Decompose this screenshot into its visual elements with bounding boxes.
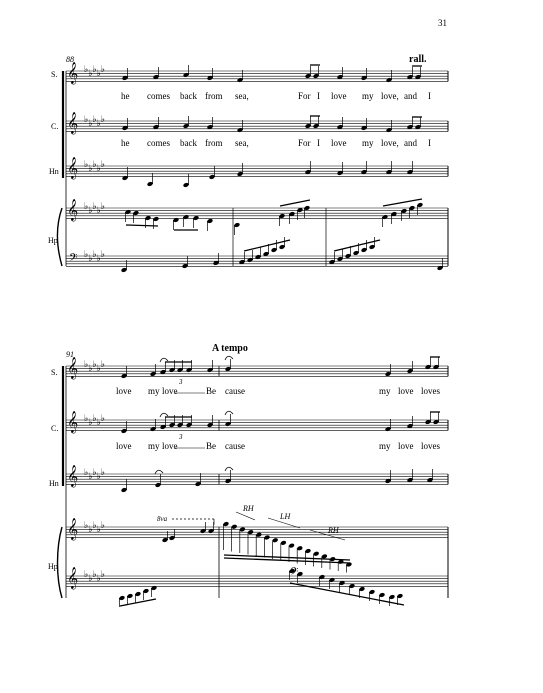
staff-label-horn: Hn (49, 479, 59, 488)
flat-sign: ♭ (92, 414, 97, 424)
flat-sign: ♭ (100, 202, 106, 212)
lyric: I (428, 91, 431, 101)
flat-sign: ♭ (100, 250, 106, 260)
lyric: comes (147, 138, 170, 148)
flat-sign: ♭ (96, 164, 101, 174)
lyric: love (116, 386, 132, 396)
treble-clef: 𝄞 (67, 357, 79, 379)
lyric: I (317, 91, 320, 101)
flat-sign: ♭ (100, 414, 106, 424)
measure-number: 88 (66, 55, 74, 64)
staff-label-soprano: S. (51, 368, 58, 377)
lyric: loves (421, 386, 440, 396)
treble-clef: 𝄞 (67, 112, 79, 134)
treble-clef: 𝄞 (67, 465, 79, 487)
lyric: love (398, 386, 414, 396)
flat-sign: ♭ (96, 119, 101, 129)
beam (383, 199, 422, 206)
flat-sign: ♭ (100, 468, 106, 478)
flat-sign: ♭ (100, 570, 106, 580)
lyric: my (362, 138, 374, 148)
flat-sign: ♭ (92, 360, 97, 370)
flat-sign: ♭ (92, 160, 97, 170)
treble-clef: 𝄞 (67, 567, 79, 589)
flat-sign: ♭ (96, 206, 101, 216)
flat-sign: ♭ (96, 254, 101, 264)
flat-sign: ♭ (100, 160, 106, 170)
treble-clef: 𝄞 (67, 411, 79, 433)
flat-sign: ♭ (88, 472, 93, 482)
flat-sign: ♭ (84, 160, 89, 170)
flat-sign: ♭ (88, 164, 93, 174)
flat-sign: ♭ (88, 418, 93, 428)
beam (280, 200, 310, 206)
slur-line (236, 512, 255, 520)
staff-label-contralto: C. (51, 424, 59, 433)
flat-sign: ♭ (92, 115, 97, 125)
flat-sign: ♭ (84, 202, 89, 212)
flat-sign: ♭ (84, 65, 89, 75)
hand-mark: RH (328, 526, 339, 535)
lyric: love (398, 441, 414, 451)
staff-label-harp: Hp (48, 562, 58, 571)
staff-label-harp: Hp (48, 236, 58, 245)
treble-clef: 𝄞 (67, 62, 79, 84)
flat-sign: ♭ (84, 414, 89, 424)
lyric: Be (206, 386, 216, 396)
flat-sign: ♭ (96, 364, 101, 374)
lyric: For (298, 138, 311, 148)
fermata (225, 411, 233, 415)
treble-clef: 𝄞 (67, 157, 79, 179)
lyric: I (428, 138, 431, 148)
staff-label-horn: Hn (49, 167, 59, 176)
fermata (225, 467, 233, 471)
flat-sign: ♭ (96, 69, 101, 79)
staff-label-soprano: S. (51, 70, 58, 79)
hand-mark: LH (280, 512, 291, 521)
lyric: and (404, 91, 417, 101)
lyric: my (148, 386, 160, 396)
lyric: my (379, 386, 391, 396)
flat-sign: ♭ (84, 115, 89, 125)
flat-sign: ♭ (84, 570, 89, 580)
flat-sign: ♭ (92, 250, 97, 260)
harp-brace (58, 208, 63, 266)
flat-sign: ♭ (100, 115, 106, 125)
lyric: my (362, 91, 374, 101)
lyric: sea, (235, 138, 249, 148)
lyric: For (298, 91, 311, 101)
lyric: cause (225, 386, 245, 396)
bass-clef: 𝄢 (290, 566, 299, 581)
lyric: love (162, 441, 178, 451)
ottava-mark: 8va (157, 515, 168, 523)
lyric: love (116, 441, 132, 451)
lyric: love (162, 386, 178, 396)
tempo-mark: rall. (409, 54, 427, 65)
flat-sign: ♭ (92, 65, 97, 75)
flat-sign: ♭ (84, 360, 89, 370)
flat-sign: ♭ (100, 65, 106, 75)
flat-sign: ♭ (92, 521, 97, 531)
flat-sign: ♭ (84, 468, 89, 478)
lyric: back (180, 91, 197, 101)
flat-sign: ♭ (96, 472, 101, 482)
lyric: I (317, 138, 320, 148)
flat-sign: ♭ (88, 364, 93, 374)
treble-clef: 𝄞 (67, 518, 79, 540)
flat-sign: ♭ (88, 69, 93, 79)
flat-sign: ♭ (96, 418, 101, 428)
slur-line (268, 518, 300, 528)
flat-sign: ♭ (88, 525, 93, 535)
tempo-mark: A tempo (212, 343, 248, 354)
lyric: Be (206, 441, 216, 451)
lyric: love, (381, 91, 399, 101)
lyric: cause (225, 441, 245, 451)
tuplet-number: 3 (179, 378, 183, 386)
lyric: he (121, 138, 130, 148)
flat-sign: ♭ (88, 574, 93, 584)
lyric: back (180, 138, 197, 148)
lyric: my (148, 441, 160, 451)
lyric: love (331, 91, 347, 101)
lyric: loves (421, 441, 440, 451)
measure-number: 91 (66, 350, 74, 359)
flat-sign: ♭ (88, 206, 93, 216)
flat-sign: ♭ (84, 521, 89, 531)
hand-mark: RH (243, 504, 254, 513)
flat-sign: ♭ (96, 525, 101, 535)
lyric: my (379, 441, 391, 451)
page-number: 31 (438, 18, 447, 28)
bass-clef: 𝄢 (69, 252, 78, 267)
fermata (225, 356, 233, 360)
lyric: sea, (235, 91, 249, 101)
flat-sign: ♭ (96, 574, 101, 584)
flat-sign: ♭ (88, 254, 93, 264)
lyric: from (205, 91, 223, 101)
flat-sign: ♭ (100, 521, 106, 531)
lyric: love, (381, 138, 399, 148)
flat-sign: ♭ (92, 468, 97, 478)
harp-brace (58, 527, 63, 598)
lyric: he (121, 91, 130, 101)
flat-sign: ♭ (84, 250, 89, 260)
fermata (155, 470, 163, 474)
staff-label-contralto: C. (51, 122, 59, 131)
lyric: and (404, 138, 417, 148)
lyric: comes (147, 91, 170, 101)
beam (120, 599, 156, 606)
flat-sign: ♭ (100, 360, 106, 370)
lyric: love (331, 138, 347, 148)
flat-sign: ♭ (88, 119, 93, 129)
lyric: from (205, 138, 223, 148)
tuplet-number: 3 (179, 433, 183, 441)
flat-sign: ♭ (92, 570, 97, 580)
flat-sign: ♭ (92, 202, 97, 212)
treble-clef: 𝄞 (67, 199, 79, 221)
